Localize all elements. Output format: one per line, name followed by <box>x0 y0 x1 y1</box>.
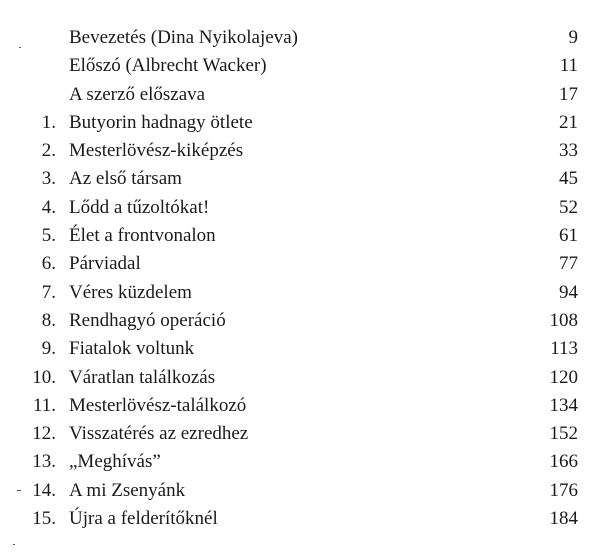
toc-entry <box>0 81 614 109</box>
page-number: 108 <box>549 309 578 331</box>
toc-entry <box>0 109 614 137</box>
page-number: 166 <box>549 451 578 473</box>
chapter-title: „Meghívás” <box>69 451 161 473</box>
chapter-number: 12. <box>32 423 56 445</box>
chapter-number: 6. <box>41 253 56 275</box>
chapter-number: 9. <box>41 338 56 360</box>
chapter-title: Újra a felderítőknél <box>69 508 218 530</box>
page-number: 33 <box>559 140 578 162</box>
chapter-number: 11. <box>32 394 56 416</box>
toc-entry <box>0 165 614 193</box>
chapter-number: 13. <box>32 451 56 473</box>
chapter-title: A szerző előszava <box>69 83 206 105</box>
chapter-title: Mesterlövész-kiképzés <box>69 140 244 162</box>
toc-entry <box>0 279 614 307</box>
chapter-number: 4. <box>41 196 56 218</box>
toc-entry <box>0 392 614 420</box>
chapter-number: 2. <box>41 140 56 162</box>
page-number: 134 <box>549 394 578 416</box>
toc-entry <box>0 137 614 165</box>
toc-entry <box>0 505 614 533</box>
toc-list <box>0 24 614 533</box>
chapter-number: 10. <box>32 366 56 388</box>
chapter-title: Visszatérés az ezredhez <box>69 423 249 445</box>
page-number: 120 <box>549 366 578 388</box>
chapter-title: Mesterlövész-találkozó <box>69 394 247 416</box>
toc-entry <box>0 448 614 476</box>
page-number: 152 <box>549 423 578 445</box>
chapter-title: Az első társam <box>69 168 182 190</box>
page-number: 184 <box>549 508 578 530</box>
scan-speck <box>17 490 21 491</box>
page-number: 94 <box>559 281 578 303</box>
page-number: 17 <box>559 83 578 105</box>
page-number: 9 <box>568 27 578 48</box>
chapter-title: Élet a frontvonalon <box>69 225 216 247</box>
chapter-title: Véres küzdelem <box>69 281 192 303</box>
chapter-number: 14. <box>32 479 56 501</box>
page-number: 176 <box>549 479 578 501</box>
page-number: 11 <box>559 55 578 77</box>
page-number: 45 <box>559 168 578 190</box>
chapter-title: Bevezetés (Dina Nyikolajeva) <box>69 27 298 48</box>
chapter-number: 8. <box>41 309 56 331</box>
toc-entry <box>0 194 614 222</box>
chapter-number: 5. <box>41 225 56 247</box>
chapter-title: Párviadal <box>69 253 141 275</box>
chapter-title: Váratlan találkozás <box>69 366 216 388</box>
page-number: 113 <box>550 338 578 360</box>
page-number: 61 <box>559 225 578 247</box>
chapter-title: Fiatalok voltunk <box>69 338 195 360</box>
chapter-title: Lődd a tűzoltókat! <box>69 196 210 218</box>
chapter-number: 15. <box>32 508 56 530</box>
page-number: 77 <box>559 253 578 275</box>
toc-entry <box>0 335 614 363</box>
chapter-title: A mi Zsenyánk <box>69 479 186 501</box>
chapter-number: 1. <box>41 111 56 133</box>
chapter-number: 3. <box>41 168 56 190</box>
toc-entry <box>0 307 614 335</box>
scan-speck <box>13 544 15 545</box>
toc-entry <box>0 52 614 80</box>
toc-entry <box>0 364 614 392</box>
toc-entry <box>0 420 614 448</box>
toc-entry <box>0 222 614 250</box>
chapter-title: Előszó (Albrecht Wacker) <box>69 55 267 77</box>
chapter-title: Rendhagyó operáció <box>69 309 226 331</box>
chapter-title: Butyorin hadnagy ötlete <box>69 111 253 133</box>
page-number: 21 <box>559 111 578 133</box>
scan-speck <box>19 47 21 48</box>
toc-entry <box>0 477 614 505</box>
toc-entry <box>0 24 614 52</box>
chapter-number: 7. <box>41 281 56 303</box>
toc-entry <box>0 250 614 278</box>
page-number: 52 <box>559 196 578 218</box>
